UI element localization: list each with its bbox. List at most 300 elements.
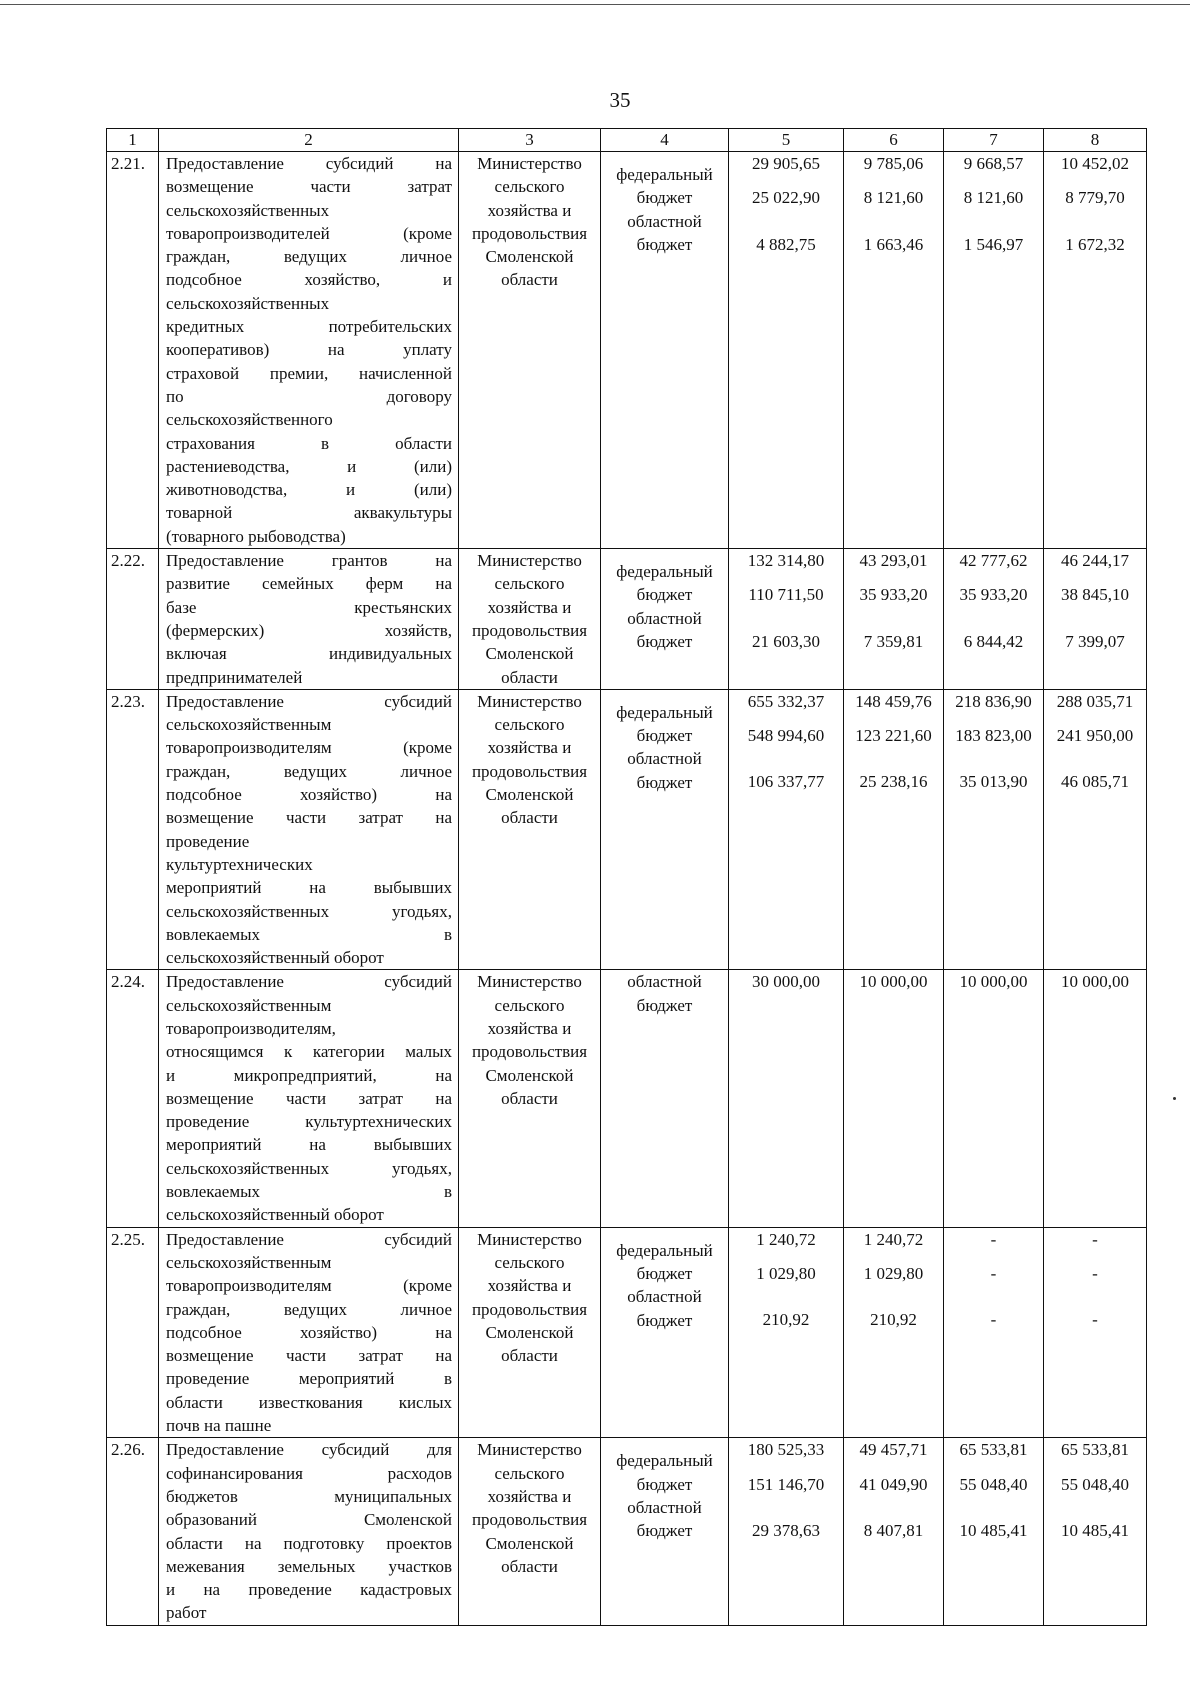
amount-regional: 106 337,77 xyxy=(747,772,825,792)
row-description xyxy=(159,549,459,690)
row-description xyxy=(159,1438,459,1625)
amount-spacer xyxy=(1044,607,1146,630)
budget-table xyxy=(106,128,1147,1626)
amount-cell xyxy=(729,970,844,1227)
amount-total: 46 244,17 xyxy=(1061,551,1129,571)
table-row xyxy=(107,689,1147,970)
description-line: граждан, ведущих личное xyxy=(166,761,452,781)
amount-spacer xyxy=(729,1251,843,1262)
amount-total: 288 035,71 xyxy=(1056,691,1134,711)
responsible-line: Смоленской xyxy=(485,785,574,805)
amount-cell xyxy=(1044,1227,1147,1438)
row-number: 2.24. xyxy=(107,970,159,1227)
description-line: кредитных потребительских xyxy=(166,317,452,337)
amount-federal: 35 933,20 xyxy=(859,585,928,605)
description-line: базе крестьянских xyxy=(166,597,452,617)
amount-spacer xyxy=(844,713,943,724)
amount-spacer xyxy=(844,210,943,233)
description-line: сельскохозяйственный оборот xyxy=(166,948,384,968)
header-cell: 8 xyxy=(1044,129,1147,152)
header-cell: 6 xyxy=(844,129,944,152)
header-cell: 3 xyxy=(459,129,601,152)
amount-regional: - xyxy=(1092,1310,1098,1330)
row-responsible xyxy=(459,549,601,690)
amount-federal: 241 950,00 xyxy=(1056,726,1134,746)
row-funding-source xyxy=(601,152,729,549)
description-line: возмещение части затрат на xyxy=(166,1088,452,1108)
description-line: (товарного рыбоводства) xyxy=(166,526,346,546)
amount-spacer xyxy=(1044,713,1146,724)
amount-regional: - xyxy=(990,1310,997,1330)
description-line: товаропроизводителям (кроме xyxy=(166,1276,452,1296)
amount-spacer xyxy=(729,713,843,724)
description-line: растениеводства, и (или) xyxy=(166,456,452,476)
description-line: софинансирования расходов xyxy=(166,1463,452,1483)
description-line: Предоставление субсидий xyxy=(166,691,452,711)
responsible-line: хозяйства и xyxy=(487,597,572,617)
amount-cell xyxy=(944,1227,1044,1438)
amount-spacer xyxy=(944,1462,1043,1473)
amount-federal: 55 048,40 xyxy=(959,1474,1028,1494)
amount-cell xyxy=(944,970,1044,1227)
responsible-line: продовольствия xyxy=(471,1510,588,1530)
row-responsible xyxy=(459,970,601,1227)
amount-spacer xyxy=(1044,572,1146,583)
amount-cell xyxy=(844,152,944,549)
amount-cell xyxy=(1044,152,1147,549)
amount-cell xyxy=(844,1438,944,1625)
description-line: животноводства, и (или) xyxy=(166,480,452,500)
row-number: 2.22. xyxy=(107,549,159,690)
amount-total: 10 000,00 xyxy=(859,972,928,992)
description-line: подсобное хозяйство) на xyxy=(166,1322,452,1342)
description-line: Предоставление грантов на xyxy=(166,551,452,571)
amount-total: 132 314,80 xyxy=(747,551,825,571)
amount-regional: 7 359,81 xyxy=(863,631,924,651)
description-line: подсобное хозяйство, и xyxy=(166,270,452,290)
table-row xyxy=(107,970,1147,1227)
amount-spacer xyxy=(1044,747,1146,770)
amount-total: 148 459,76 xyxy=(855,691,932,711)
amount-total: 655 332,37 xyxy=(747,691,825,711)
row-funding-source xyxy=(601,1227,729,1438)
amount-federal: 8 121,60 xyxy=(863,188,924,208)
source-block xyxy=(601,1285,728,1332)
description-line: сельскохозяйственных xyxy=(166,200,330,220)
amount-total: 10 000,00 xyxy=(959,972,1028,992)
source-line: бюджет xyxy=(636,234,693,254)
amount-federal: 151 146,70 xyxy=(747,1474,825,1494)
description-line: бюджетов муниципальных xyxy=(166,1486,452,1506)
amount-spacer xyxy=(1044,175,1146,186)
table-row xyxy=(107,152,1147,549)
amount-cell xyxy=(1044,549,1147,690)
amount-regional: 210,92 xyxy=(870,1310,917,1330)
amount-spacer xyxy=(944,1496,1043,1519)
amount-spacer xyxy=(729,607,843,630)
responsible-line: продовольствия xyxy=(471,620,588,640)
scan-speck xyxy=(1173,1097,1176,1100)
amount-spacer xyxy=(844,572,943,583)
responsible-line: области xyxy=(501,667,558,687)
source-line: бюджет xyxy=(636,1521,693,1541)
responsible-line: сельского xyxy=(494,995,565,1015)
description-line: товаропроизводителей (кроме xyxy=(166,223,452,243)
amount-federal: 41 049,90 xyxy=(859,1474,928,1494)
amount-federal: 8 121,60 xyxy=(963,188,1024,208)
source-line: федеральный xyxy=(616,165,713,184)
description-line: сельскохозяйственного xyxy=(166,410,333,430)
amount-spacer xyxy=(844,747,943,770)
amount-spacer xyxy=(944,1251,1043,1262)
source-line: бюджет xyxy=(636,188,693,208)
amount-spacer xyxy=(944,210,1043,233)
amount-regional: 6 844,42 xyxy=(963,631,1024,651)
description-line: мероприятий на выбывших xyxy=(166,878,452,898)
source-spacer xyxy=(601,1438,728,1449)
header-cell: 5 xyxy=(729,129,844,152)
amount-spacer xyxy=(1044,210,1146,233)
responsible-line: продовольствия xyxy=(471,761,588,781)
responsible-line: хозяйства и xyxy=(487,1486,572,1506)
source-line: областной xyxy=(627,211,702,231)
header-row xyxy=(107,129,1147,152)
description-line: образований Смоленской xyxy=(166,1510,452,1530)
row-number: 2.25. xyxy=(107,1227,159,1438)
amount-total: 1 240,72 xyxy=(756,1229,816,1249)
amount-federal: 55 048,40 xyxy=(1061,1474,1129,1494)
amount-total: 43 293,01 xyxy=(859,551,928,571)
source-block xyxy=(601,970,728,1017)
amount-spacer xyxy=(944,572,1043,583)
description-line: вовлекаемых в xyxy=(166,1182,452,1202)
source-line: федеральный xyxy=(616,1240,713,1260)
row-number: 2.21. xyxy=(107,152,159,549)
row-description xyxy=(159,970,459,1227)
description-line: возмещение части затрат на xyxy=(166,808,452,828)
responsible-line: Смоленской xyxy=(485,247,574,267)
source-block xyxy=(601,701,728,748)
amount-total: - xyxy=(990,1229,997,1249)
amount-federal: 1 029,80 xyxy=(863,1263,924,1283)
description-line: мероприятий на выбывших xyxy=(166,1135,452,1155)
amount-cell xyxy=(944,1438,1044,1625)
description-line: вовлекаемых в xyxy=(166,924,452,944)
source-block xyxy=(601,607,728,654)
description-line: сельскохозяйственным xyxy=(166,715,332,735)
amount-cell xyxy=(1044,1438,1147,1625)
amount-regional: 25 238,16 xyxy=(859,772,928,792)
amount-total: 9 668,57 xyxy=(963,154,1024,173)
amount-regional: 4 882,75 xyxy=(756,234,816,254)
description-line: проведение xyxy=(166,831,250,851)
responsible-line: сельского xyxy=(494,574,565,594)
amount-total: 29 905,65 xyxy=(752,154,820,173)
amount-total: 30 000,00 xyxy=(752,972,820,992)
amount-cell xyxy=(729,549,844,690)
amount-federal: 38 845,10 xyxy=(1061,585,1129,605)
amount-cell xyxy=(729,152,844,549)
description-line: почв на пашне xyxy=(166,1416,272,1436)
amount-spacer xyxy=(1044,1496,1146,1519)
responsible-line: продовольствия xyxy=(471,1042,588,1062)
description-line: сельскохозяйственных xyxy=(166,293,330,313)
source-spacer xyxy=(601,152,728,163)
amount-spacer xyxy=(844,1285,943,1308)
header-cell: 1 xyxy=(107,129,159,152)
description-line: Предоставление субсидий для xyxy=(166,1440,452,1460)
responsible-line: Смоленской xyxy=(485,1065,574,1085)
source-block xyxy=(601,1496,728,1543)
description-line: возмещение части затрат на xyxy=(166,1346,452,1366)
description-line: Предоставление субсидий на xyxy=(166,154,452,173)
source-line: бюджет xyxy=(636,1474,693,1494)
amount-spacer xyxy=(944,1285,1043,1308)
description-line: граждан, ведущих личное xyxy=(166,1299,452,1319)
description-line: сельскохозяйственным xyxy=(166,995,332,1015)
responsible-line: области xyxy=(501,270,558,290)
amount-cell xyxy=(844,970,944,1227)
source-line: бюджет xyxy=(636,631,693,651)
responsible-line: продовольствия xyxy=(471,1299,588,1319)
description-line: области известкования кислых xyxy=(166,1392,452,1412)
amount-federal: 35 933,20 xyxy=(959,585,1028,605)
responsible-line: Смоленской xyxy=(485,1322,574,1342)
description-line: работ xyxy=(166,1603,207,1623)
row-number: 2.26. xyxy=(107,1438,159,1625)
description-line: сельскохозяйственных угодьях, xyxy=(166,1158,452,1178)
responsible-line: сельского xyxy=(494,177,565,197)
amount-spacer xyxy=(729,210,843,233)
source-line: федеральный xyxy=(616,1451,713,1471)
amount-regional: 46 085,71 xyxy=(1061,772,1129,792)
amount-federal: - xyxy=(1092,1263,1098,1283)
amount-spacer xyxy=(944,713,1043,724)
amount-regional: 35 013,90 xyxy=(959,772,1028,792)
amount-spacer xyxy=(944,607,1043,630)
amount-cell xyxy=(1044,970,1147,1227)
amount-federal: 1 029,80 xyxy=(756,1263,816,1283)
amount-spacer xyxy=(1044,1251,1146,1262)
description-line: Предоставление субсидий xyxy=(166,1229,452,1249)
source-block xyxy=(601,1449,728,1496)
amount-spacer xyxy=(1044,1285,1146,1308)
description-line: и микропредприятий, на xyxy=(166,1065,452,1085)
header-cell: 7 xyxy=(944,129,1044,152)
source-block xyxy=(601,560,728,607)
amount-cell xyxy=(944,689,1044,970)
amount-cell xyxy=(844,1227,944,1438)
amount-spacer xyxy=(1044,1462,1146,1473)
amount-regional: 29 378,63 xyxy=(752,1520,820,1540)
amount-cell xyxy=(944,549,1044,690)
responsible-line: хозяйства и xyxy=(487,1276,572,1296)
responsible-line: сельского xyxy=(494,1252,565,1272)
amount-total: 10 452,02 xyxy=(1061,154,1129,173)
page-number: 35 xyxy=(609,88,631,112)
description-line: относящимся к категории малых xyxy=(166,1042,452,1062)
responsible-line: Министерство xyxy=(477,154,582,173)
amount-regional: 1 546,97 xyxy=(963,234,1024,254)
amount-regional: 8 407,81 xyxy=(863,1520,924,1540)
amount-total: 218 836,90 xyxy=(955,691,1032,711)
source-spacer xyxy=(601,690,728,701)
amount-spacer xyxy=(844,1496,943,1519)
amount-regional: 10 485,41 xyxy=(959,1520,1028,1540)
responsible-line: Смоленской xyxy=(485,1533,574,1553)
responsible-line: области xyxy=(501,1346,558,1366)
responsible-line: продовольствия xyxy=(471,223,588,243)
responsible-line: Смоленской xyxy=(485,644,574,664)
amount-spacer xyxy=(729,1285,843,1308)
source-line: бюджет xyxy=(636,1263,693,1283)
description-line: и на проведение кадастровых xyxy=(166,1580,452,1600)
description-line: Предоставление субсидий xyxy=(166,972,452,992)
responsible-line: области xyxy=(501,1556,558,1576)
header-cell: 4 xyxy=(601,129,729,152)
amount-spacer xyxy=(844,1462,943,1473)
row-funding-source xyxy=(601,970,729,1227)
description-line: развитие семейных ферм на xyxy=(166,574,452,594)
amount-spacer xyxy=(729,572,843,583)
source-block xyxy=(601,747,728,794)
source-line: областной xyxy=(627,1497,702,1517)
responsible-line: области xyxy=(501,1088,558,1108)
responsible-line: хозяйства и xyxy=(487,738,572,758)
amount-federal: 8 779,70 xyxy=(1065,188,1125,208)
description-line: подсобное хозяйство) на xyxy=(166,785,452,805)
amount-cell xyxy=(729,689,844,970)
amount-spacer xyxy=(944,175,1043,186)
table-row xyxy=(107,1227,1147,1438)
source-line: федеральный xyxy=(616,562,713,582)
amount-federal: 183 823,00 xyxy=(955,726,1032,746)
responsible-line: Министерство xyxy=(477,1440,582,1460)
source-block xyxy=(601,163,728,210)
amount-cell xyxy=(729,1227,844,1438)
amount-total: 65 533,81 xyxy=(959,1440,1028,1460)
source-line: областной xyxy=(627,972,702,992)
amount-cell xyxy=(1044,689,1147,970)
description-line: товаропроизводителям (кроме xyxy=(166,738,452,758)
amount-federal: 25 022,90 xyxy=(752,188,820,208)
description-line: сельскохозяйственных угодьях, xyxy=(166,901,452,921)
amount-regional: 7 399,07 xyxy=(1065,631,1125,651)
description-line: сельскохозяйственный оборот xyxy=(166,1205,384,1225)
row-responsible xyxy=(459,1438,601,1625)
description-line: межевания земельных участков xyxy=(166,1556,452,1576)
table-row xyxy=(107,1438,1147,1625)
amount-total: 65 533,81 xyxy=(1061,1440,1129,1460)
description-line: (фермерских) хозяйств, xyxy=(166,620,452,640)
amount-total: 42 777,62 xyxy=(959,551,1028,571)
source-line: федеральный xyxy=(616,702,713,722)
source-line: бюджет xyxy=(636,1310,693,1330)
description-line: сельскохозяйственным xyxy=(166,1252,332,1272)
row-description xyxy=(159,689,459,970)
amount-spacer xyxy=(844,607,943,630)
amount-total: 9 785,06 xyxy=(863,154,924,173)
source-block xyxy=(601,210,728,257)
description-line: предпринимателей xyxy=(166,667,303,687)
amount-regional: 10 485,41 xyxy=(1061,1520,1129,1540)
amount-cell xyxy=(844,549,944,690)
responsible-line: Министерство xyxy=(477,972,582,992)
responsible-line: сельского xyxy=(494,715,565,735)
row-responsible xyxy=(459,1227,601,1438)
description-line: страхования в области xyxy=(166,433,452,453)
source-line: областной xyxy=(627,608,702,628)
source-line: бюджет xyxy=(636,772,693,792)
description-line: включая индивидуальных xyxy=(166,644,452,664)
amount-spacer xyxy=(729,1462,843,1473)
amount-cell xyxy=(844,689,944,970)
description-line: проведение мероприятий в xyxy=(166,1369,452,1389)
responsible-line: Министерство xyxy=(477,1229,582,1249)
source-line: бюджет xyxy=(636,585,693,605)
amount-spacer xyxy=(729,1496,843,1519)
amount-regional: 1 663,46 xyxy=(863,234,924,254)
responsible-line: хозяйства и xyxy=(487,1018,572,1038)
header-cell: 2 xyxy=(159,129,459,152)
amount-total: 49 457,71 xyxy=(859,1440,928,1460)
amount-federal: 110 711,50 xyxy=(748,585,824,605)
source-spacer xyxy=(601,549,728,560)
amount-regional: 210,92 xyxy=(762,1310,810,1330)
amount-regional: 1 672,32 xyxy=(1065,234,1125,254)
amount-spacer xyxy=(729,175,843,186)
amount-spacer xyxy=(844,175,943,186)
amount-spacer xyxy=(944,747,1043,770)
description-line: граждан, ведущих личное xyxy=(166,247,452,267)
responsible-line: области xyxy=(501,808,558,828)
amount-cell xyxy=(729,1438,844,1625)
row-funding-source xyxy=(601,1438,729,1625)
source-spacer xyxy=(601,1228,728,1239)
amount-regional: 21 603,30 xyxy=(752,631,820,651)
description-line: по договору xyxy=(166,386,452,406)
responsible-line: Министерство xyxy=(477,691,582,711)
source-line: бюджет xyxy=(636,995,693,1015)
amount-federal: - xyxy=(990,1263,997,1283)
amount-total: - xyxy=(1092,1229,1098,1249)
description-line: культуртехнических xyxy=(166,854,313,874)
description-line: страховой премии, начисленной xyxy=(166,363,452,383)
amount-total: 10 000,00 xyxy=(1061,972,1129,992)
row-number: 2.23. xyxy=(107,689,159,970)
amount-federal: 123 221,60 xyxy=(855,726,932,746)
source-line: областной xyxy=(627,1287,702,1307)
source-block xyxy=(601,1239,728,1286)
responsible-line: хозяйства и xyxy=(487,200,572,220)
description-line: области на подготовку проектов xyxy=(166,1533,452,1553)
description-line: кооперативов) на уплату xyxy=(166,340,452,360)
description-line: возмещение части затрат xyxy=(166,177,452,197)
description-line: проведение культуртехнических xyxy=(166,1112,452,1132)
amount-cell xyxy=(944,152,1044,549)
row-funding-source xyxy=(601,549,729,690)
responsible-line: Министерство xyxy=(477,551,582,571)
table-body xyxy=(107,152,1147,1626)
amount-spacer xyxy=(729,747,843,770)
row-description xyxy=(159,152,459,549)
row-funding-source xyxy=(601,689,729,970)
table-row xyxy=(107,549,1147,690)
row-description xyxy=(159,1227,459,1438)
row-responsible xyxy=(459,152,601,549)
responsible-line: сельского xyxy=(494,1463,565,1483)
row-responsible xyxy=(459,689,601,970)
